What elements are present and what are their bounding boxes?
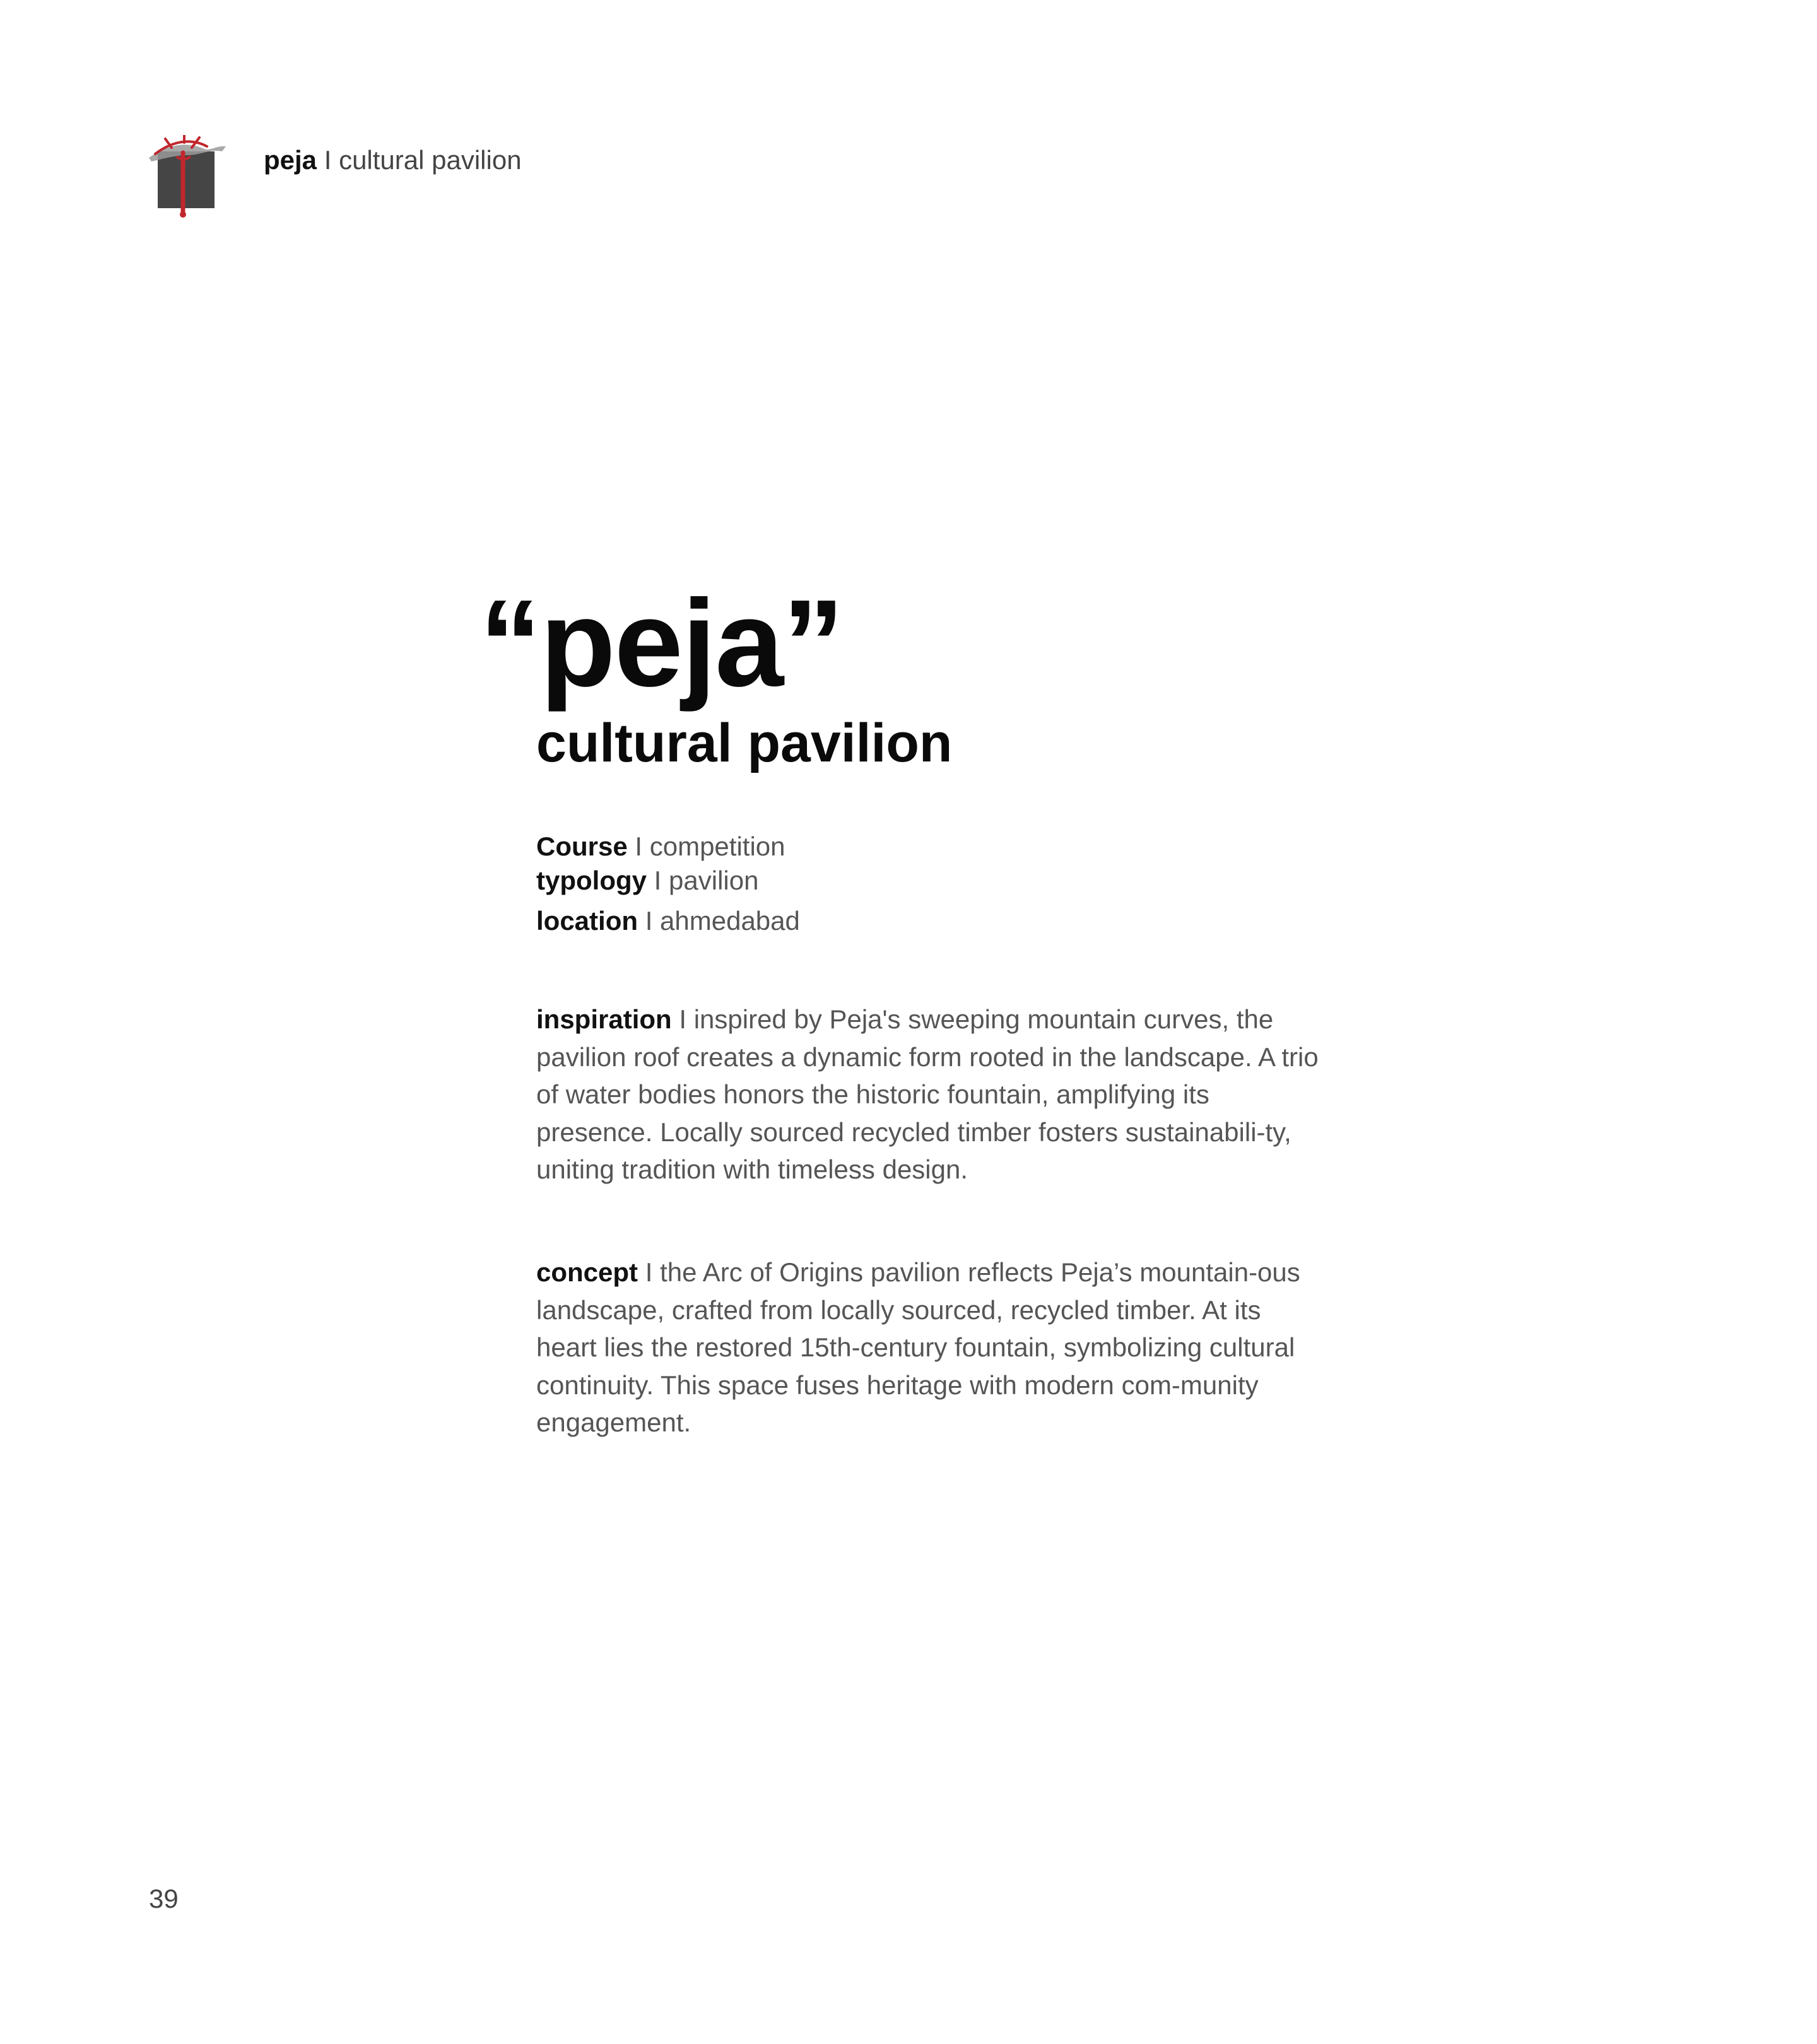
inspiration-key: inspiration [536, 1004, 672, 1034]
page-title: “peja” [479, 574, 844, 712]
meta-value: ahmedabad [660, 906, 800, 936]
inspiration-text: inspired by Peja's sweeping mountain curves, the pavilion roof creates a dynamic form rooted in the landscape. A trio of water bodies honors the historic fountain, amplifying its presence. Locally sourced recycled timber fosters sustainabili-ty, uniting tradition with timeless design. [536, 1004, 1319, 1184]
meta-key: location [536, 906, 638, 936]
meta-key: typology [536, 866, 647, 895]
running-header [264, 143, 522, 178]
page-number: 39 [149, 1884, 179, 1913]
concept-paragraph [536, 1254, 1319, 1442]
meta-separator: I [645, 906, 653, 936]
header-separator: I [324, 145, 332, 175]
header-title-rest: cultural pavilion [339, 145, 522, 175]
inspiration-paragraph [536, 1001, 1319, 1189]
meta-key: Course [536, 831, 628, 861]
pavilion-thumbnail-icon [146, 135, 228, 218]
meta-value: competition [649, 831, 785, 861]
meta-separator: I [654, 866, 662, 895]
meta-row-course [536, 831, 785, 862]
inspiration-separator: I [679, 1004, 687, 1034]
header-title-strong: peja [264, 145, 317, 175]
meta-row-location [536, 906, 800, 936]
meta-separator: I [635, 831, 643, 861]
meta-row-typology [536, 866, 758, 896]
meta-value: pavilion [669, 866, 759, 895]
concept-text: the Arc of Origins pavilion reflects Peja’s mountain-ous landscape, crafted from locally sourced, recycled timber. At its heart lies the restored 15th-century fountain, symbolizing cultural continuity. This space fuses heritage with modern com-munity engagement. [536, 1257, 1300, 1437]
title-block [479, 574, 1426, 773]
page-subtitle: cultural pavilion [536, 713, 953, 773]
concept-separator: I [645, 1257, 653, 1287]
concept-key: concept [536, 1257, 638, 1287]
